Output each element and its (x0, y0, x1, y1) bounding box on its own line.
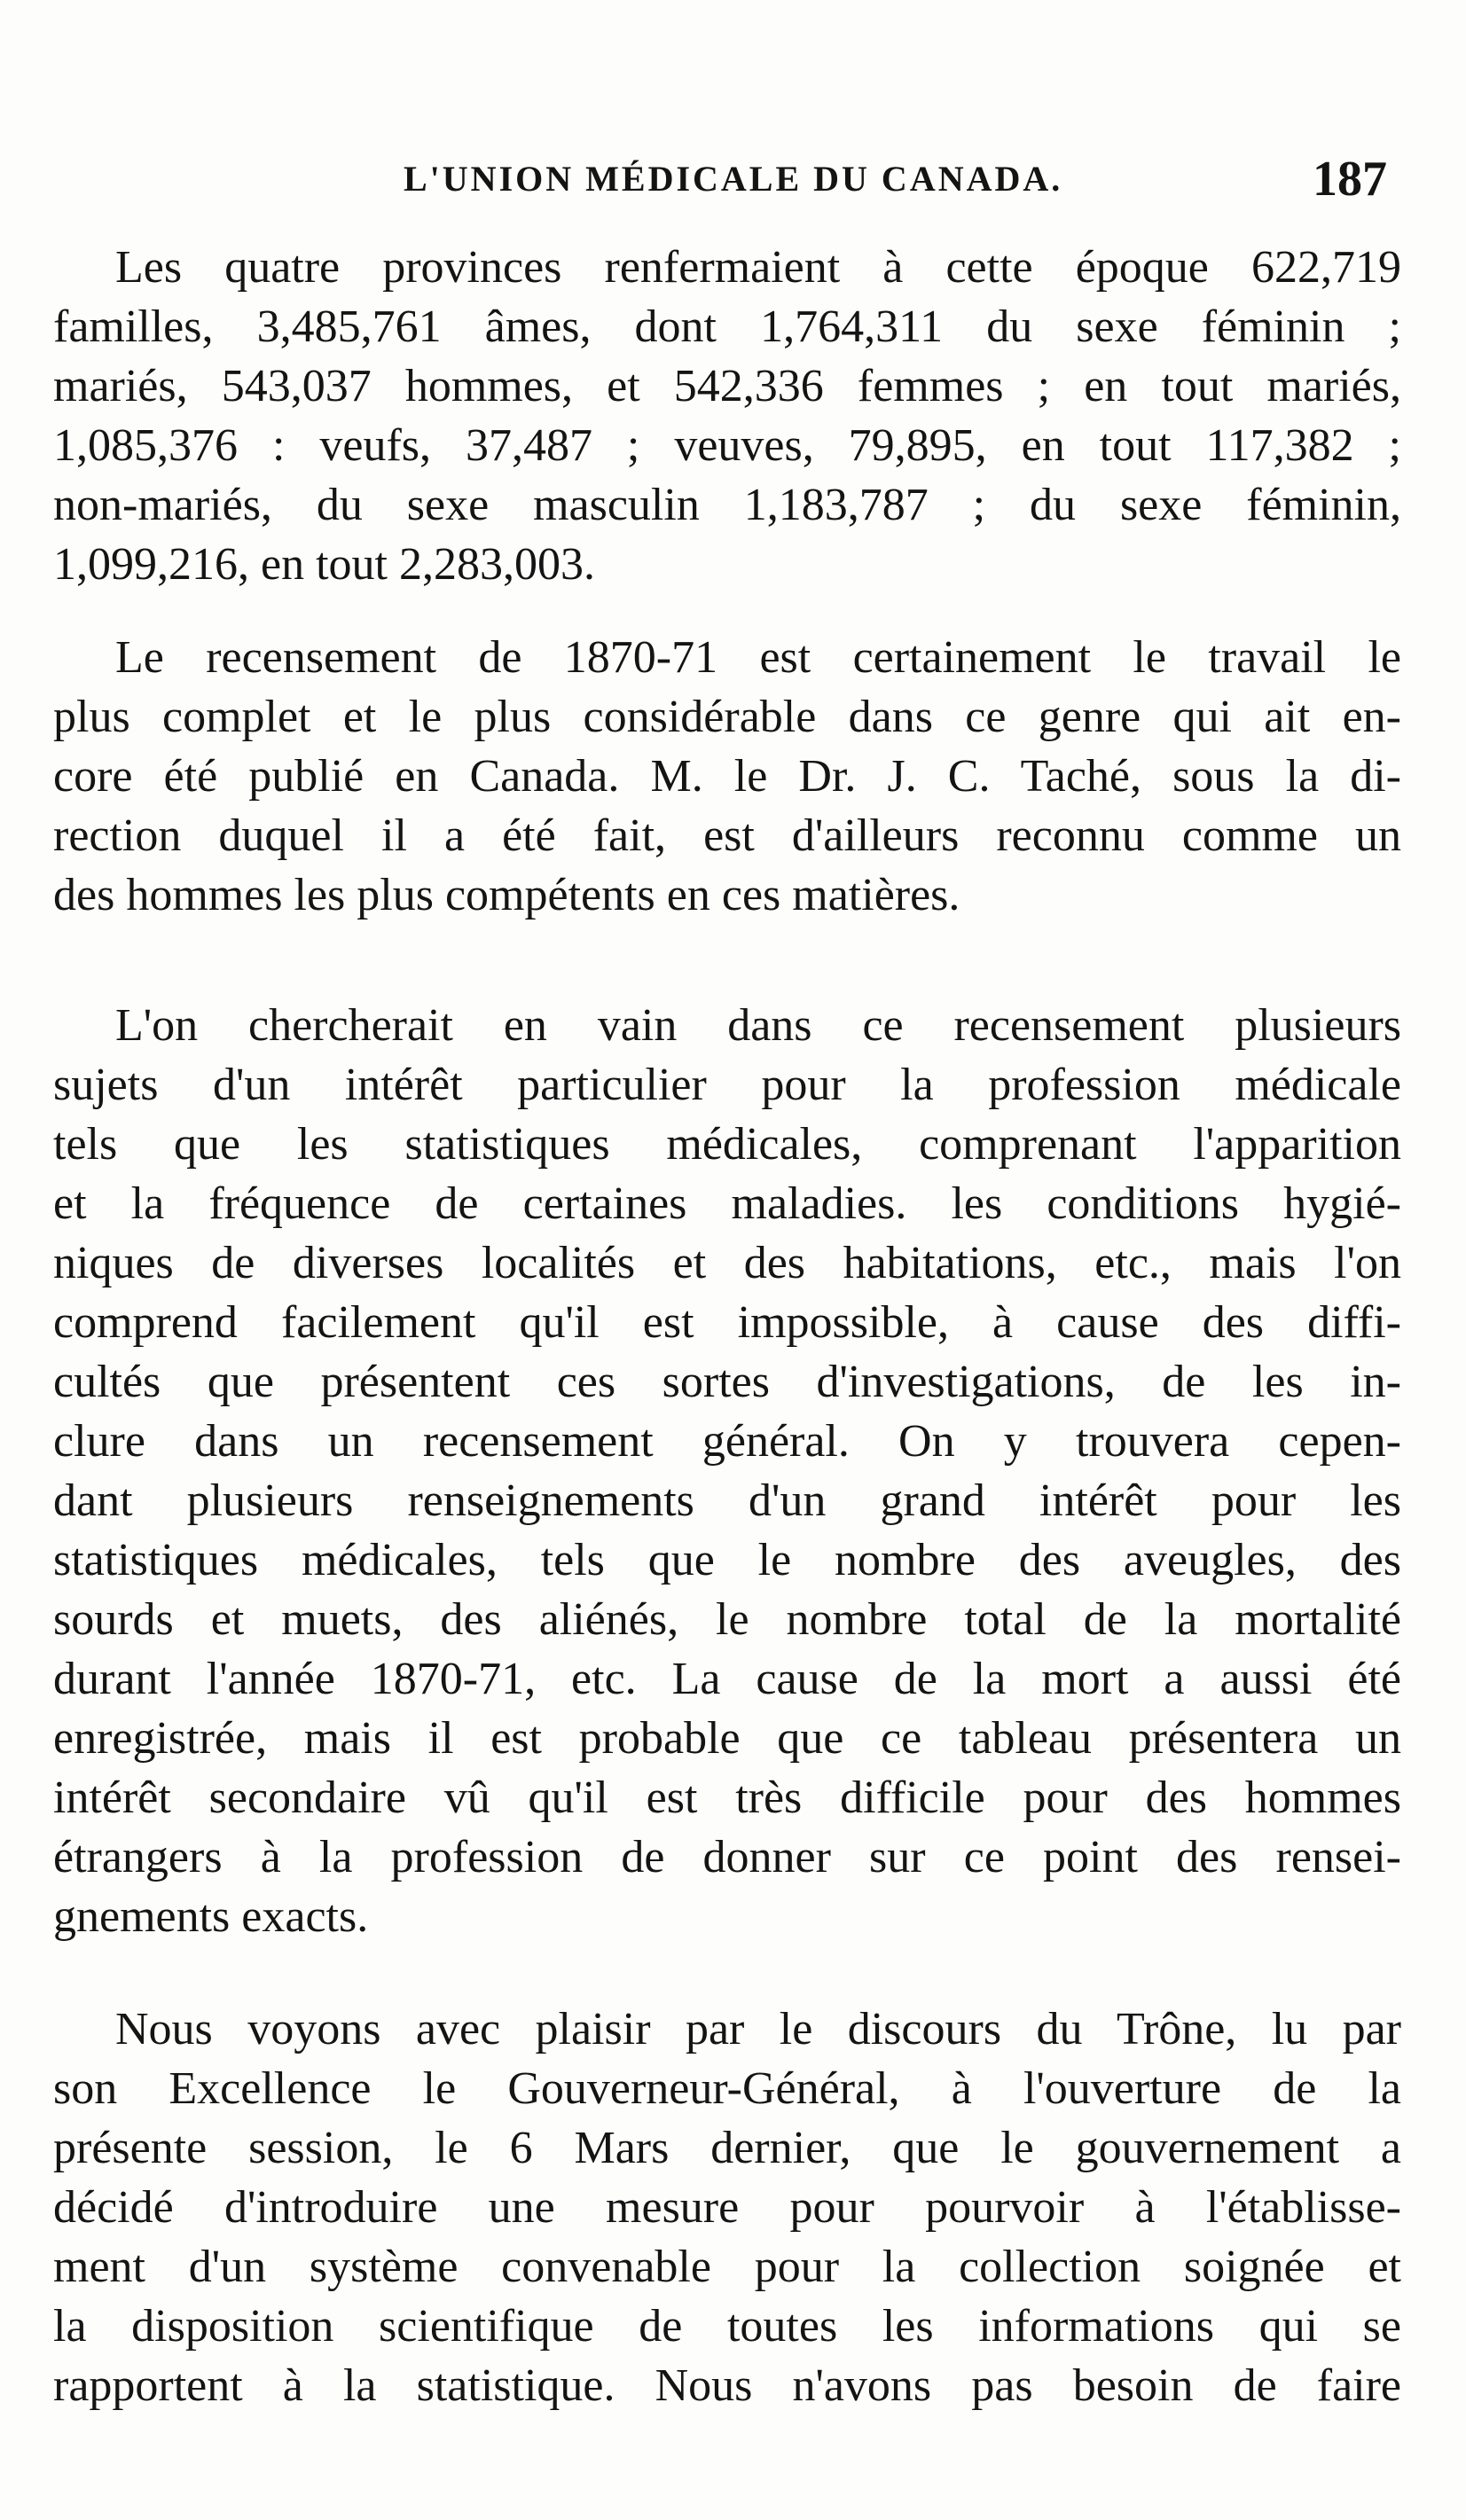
text-line: comprend facilement qu'il est impossible, à cause des diffi- (53, 1297, 1401, 1348)
running-title: L'UNION MÉDICALE DU CANADA. (404, 159, 1063, 199)
text-line: intérêt secondaire vû qu'il est très difficile pour des hommes (53, 1773, 1401, 1823)
text-line: familles, 3,485,761 âmes, dont 1,764,311 du sexe féminin ; (53, 301, 1401, 352)
text-line: niques de diverses localités et des habitations, etc., mais l'on (53, 1238, 1401, 1288)
text-line: rection duquel il a été fait, est d'ailleurs reconnu comme un (53, 810, 1401, 861)
text-line: son Excellence le Gouverneur-Général, à l'ouverture de la (53, 2063, 1401, 2114)
text-line: plus complet et le plus considérable dans ce genre qui ait en- (53, 692, 1401, 742)
page-number: 187 (1313, 152, 1387, 207)
paragraph-census-quality (53, 628, 1401, 925)
text-line: rapportent à la statistique. Nous n'avons pas besoin de faire (53, 2360, 1401, 2411)
text-line: sujets d'un intérêt particulier pour la profession médicale (53, 1060, 1401, 1110)
text-line: non-mariés, du sexe masculin 1,183,787 ; du sexe féminin, (53, 480, 1401, 530)
text-line: et la fréquence de certaines maladies. les conditions hygié- (53, 1178, 1401, 1229)
text-line: étrangers à la profession de donner sur ce point des rensei- (53, 1832, 1401, 1882)
text-line: la disposition scientifique de toutes les informations qui se (53, 2301, 1401, 2352)
text-line: durant l'année 1870-71, etc. La cause de la mort a aussi été (53, 1654, 1401, 1704)
text-line: Nous voyons avec plaisir par le discours du Trône, lu par (115, 2004, 1401, 2054)
text-line: présente session, le 6 Mars dernier, que le gouvernement a (53, 2123, 1401, 2173)
text-line: enregistrée, mais il est probable que ce tableau présentera un (53, 1713, 1401, 1764)
page-header (0, 151, 1466, 213)
text-line: des hommes les plus compétents en ces matières. (53, 870, 960, 920)
text-line: gnements exacts. (53, 1891, 369, 1942)
paragraph-medical-statistics (53, 996, 1401, 1946)
text-line: Le recensement de 1870-71 est certainement le travail le (115, 632, 1401, 683)
text-line: 1,099,216, en tout 2,283,003. (53, 539, 595, 590)
text-line: core été publié en Canada. M. le Dr. J. C. Taché, sous la di- (53, 751, 1401, 802)
text-line: Les quatre provinces renfermaient à cette époque 622,719 (115, 242, 1401, 293)
text-line: L'on chercherait en vain dans ce recensement plusieurs (115, 1000, 1401, 1051)
text-line: statistiques médicales, tels que le nombre des aveugles, des (53, 1535, 1401, 1585)
text-line: mariés, 543,037 hommes, et 542,336 femmes ; en tout mariés, (53, 361, 1401, 411)
text-line: ment d'un système convenable pour la collection soignée et (53, 2242, 1401, 2292)
text-line: dant plusieurs renseignements d'un grand intérêt pour les (53, 1475, 1401, 1526)
text-line: clure dans un recensement général. On y trouvera cepen- (53, 1416, 1401, 1467)
body-text (53, 238, 1401, 2415)
text-line: sourds et muets, des aliénés, le nombre total de la mortalité (53, 1594, 1401, 1645)
text-line: décidé d'introduire une mesure pour pourvoir à l'établisse- (53, 2182, 1401, 2233)
text-line: 1,085,376 : veufs, 37,487 ; veuves, 79,895, en tout 117,382 ; (53, 420, 1401, 471)
text-line: tels que les statistiques médicales, comprenant l'apparition (53, 1119, 1401, 1170)
text-line: cultés que présentent ces sortes d'investigations, de les in- (53, 1357, 1401, 1407)
paragraph-census-totals (53, 238, 1401, 594)
paragraph-throne-speech (53, 2000, 1401, 2415)
